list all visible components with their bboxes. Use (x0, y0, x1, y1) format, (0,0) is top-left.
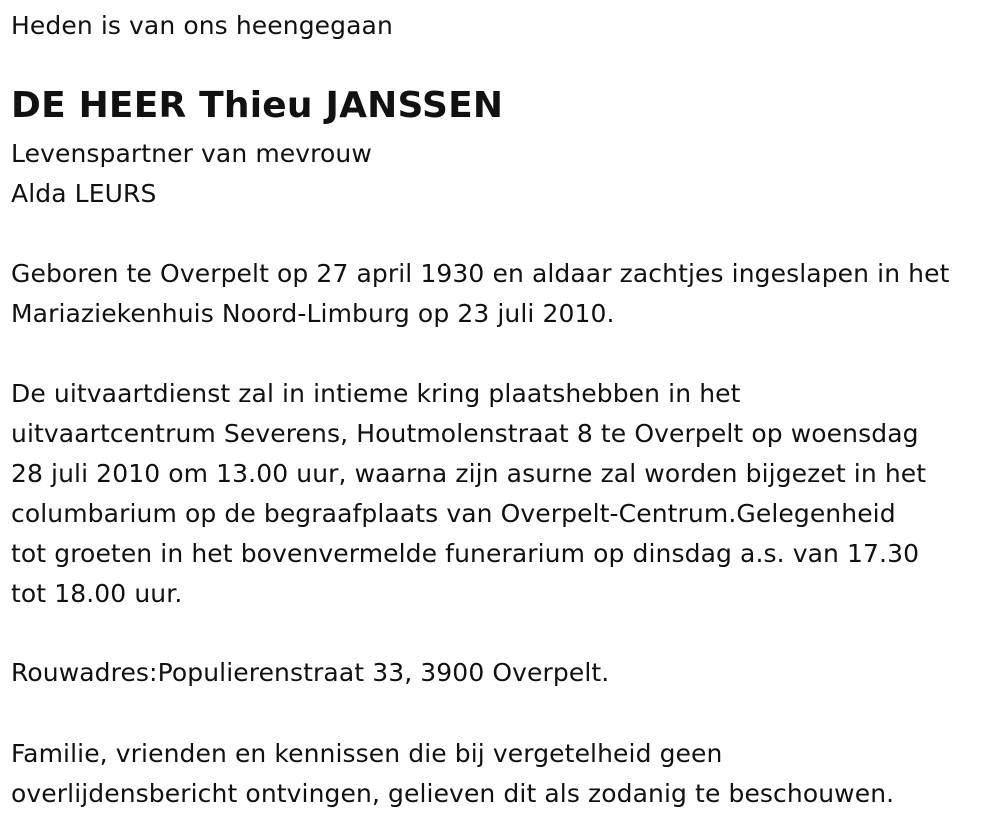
birth-line: Geboren te Overpelt op 27 april 1930 en aldaar zachtjes ingeslapen in het (11, 259, 950, 288)
family-line: overlijdensbericht ontvingen, gelieven dit als zodanig te beschouwen. (11, 779, 895, 808)
family-paragraph (11, 734, 894, 814)
partner-line: Levenspartner van mevrouw (11, 139, 372, 168)
service-line: uitvaartcentrum Severens, Houtmolenstraat 8 te Overpelt op woensdag (11, 419, 919, 448)
service-paragraph (11, 374, 926, 614)
service-line: columbarium op de begraafplaats van Overpelt-Centrum.Gelegenheid (11, 499, 896, 528)
birth-paragraph (11, 254, 950, 334)
service-line: tot 18.00 uur. (11, 579, 183, 608)
partner-paragraph (11, 134, 372, 214)
service-line: 28 juli 2010 om 13.00 uur, waarna zijn asurne zal worden bijgezet in het (11, 459, 927, 488)
family-line: Familie, vrienden en kennissen die bij vergetelheid geen (11, 739, 723, 768)
birth-line: Mariaziekenhuis Noord-Limburg op 23 juli 2010. (11, 299, 615, 328)
address-paragraph (11, 653, 609, 693)
intro-text: Heden is van ons heengegaan (11, 11, 393, 40)
service-line: tot groeten in het bovenvermelde funerarium op dinsdag a.s. van 17.30 (11, 539, 920, 568)
partner-line: Alda LEURS (11, 179, 157, 208)
mourning-address: Rouwadres:Populierenstraat 33, 3900 Overpelt. (11, 658, 610, 687)
service-line: De uitvaartdienst zal in intieme kring plaatshebben in het (11, 379, 741, 408)
deceased-name: DE HEER Thieu JANSSEN (11, 85, 504, 126)
